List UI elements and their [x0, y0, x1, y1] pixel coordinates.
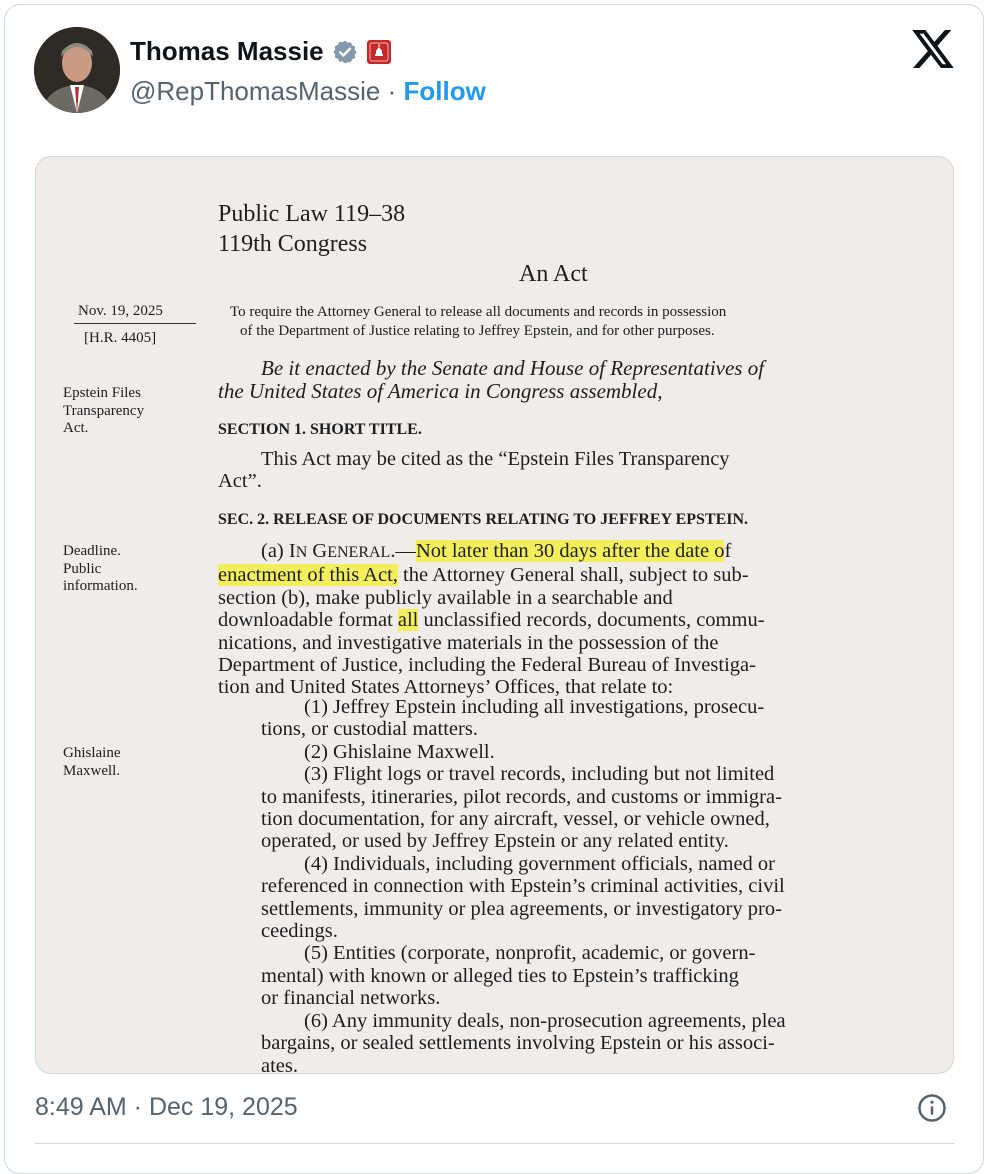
text-run: f: [724, 540, 732, 562]
margin-note-line: Deadline.: [63, 543, 121, 559]
author-name-row[interactable]: [130, 36, 392, 67]
government-affiliation-icon: [366, 39, 392, 65]
paragraph-list: [261, 696, 786, 1074]
em-dash: .—: [390, 540, 416, 562]
paragraph-5-line: (5) Entities (corporate, nonprofit, academic, or govern-: [304, 942, 756, 965]
tweet-timestamp[interactable]: 8:49 AM · Dec 19, 2025: [35, 1093, 298, 1121]
paragraph-5-line: mental) with known or alleged ties to Epstein’s trafficking: [261, 964, 739, 987]
paragraph-6-line: ates.: [261, 1054, 298, 1074]
subsection-label: (a) I: [261, 540, 296, 562]
enactment-date: Nov. 19, 2025: [78, 303, 163, 319]
date-rule: [74, 323, 196, 324]
paragraph-4-line: ceedings.: [261, 920, 338, 943]
text-run: unclassified records, documents, commu-: [418, 609, 765, 632]
enacting-clause: [218, 357, 764, 403]
follow-button[interactable]: Follow: [403, 76, 486, 106]
attached-image[interactable]: [35, 156, 954, 1074]
highlight-enactment: enactment of this Act,: [218, 564, 398, 587]
margin-note-short-title: [63, 385, 144, 438]
handle-row: [130, 76, 486, 107]
margin-note-line: Epstein Files: [63, 385, 141, 401]
purpose-clause: [230, 303, 726, 341]
x-logo-icon[interactable]: [912, 30, 954, 68]
enacting-line: the United States of America in Congress assembled,: [218, 379, 663, 403]
paragraph-3-line: (3) Flight logs or travel records, including but not limited: [304, 763, 775, 786]
divider: [35, 1143, 954, 1144]
paragraph-2-line: (2) Ghislaine Maxwell.: [304, 740, 495, 763]
section-1-heading: SECTION 1. SHORT TITLE.: [218, 421, 422, 438]
paragraph-4-line: referenced in connection with Epstein’s criminal activities, civil: [261, 875, 785, 898]
margin-note-line: Ghislaine: [63, 745, 121, 761]
body-line: Department of Justice, including the Federal Bureau of Investiga-: [218, 654, 756, 677]
paragraph-3-line: to manifests, itineraries, pilot records, and customs or immigra-: [261, 785, 782, 808]
section-1-text: [218, 448, 730, 493]
section-2a-text: [218, 540, 765, 699]
margin-note-line: Maxwell.: [63, 762, 121, 779]
text-run: the Attorney General shall, subject to sub-: [397, 564, 749, 587]
paragraph-1-line: (1) Jeffrey Epstein including all investigations, prosecu-: [304, 696, 765, 718]
body-line: tion and United States Attorneys’ Offices, that relate to:: [218, 676, 674, 699]
body-line: section (b), make publicly available in a searchable and: [218, 586, 673, 609]
paragraph-1-line: tions, or custodial matters.: [261, 718, 478, 741]
avatar-photo-icon: [34, 27, 120, 113]
margin-note-line: Public: [63, 560, 102, 577]
body-line: Act”.: [218, 470, 262, 493]
purpose-line: of the Department of Justice relating to Jeffrey Epstein, and for other purposes.: [240, 323, 715, 339]
paragraph-6-line: bargains, or sealed settlements involving Epstein or his associ-: [261, 1032, 775, 1055]
margin-note-line: Act.: [63, 420, 89, 436]
avatar[interactable]: [34, 27, 120, 113]
body-line: [218, 564, 765, 586]
margin-note-line: information.: [63, 578, 138, 594]
verified-badge-icon: [332, 39, 358, 65]
paragraph-5-line: or financial networks.: [261, 987, 441, 1010]
paragraph-3-line: operated, or used by Jeffrey Epstein or any related entity.: [261, 830, 729, 853]
purpose-line: To require the Attorney General to release all documents and records in possession: [230, 304, 727, 320]
small-caps: N: [295, 544, 308, 561]
congress-number: 119th Congress: [218, 231, 368, 257]
highlight-deadline: Not later than 30 days after the date o: [415, 540, 725, 562]
body-line: This Act may be cited as the “Epstein Files Transparency: [261, 448, 730, 470]
highlight-all: all: [397, 609, 419, 632]
enacting-line: Be it enacted by the Senate and House of Representatives of: [261, 356, 765, 380]
author-name[interactable]: Thomas Massie: [130, 36, 324, 66]
paragraph-6-line: (6) Any immunity deals, non-prosecution agreements, plea: [304, 1009, 786, 1032]
small-caps-lead: G: [307, 540, 328, 562]
margin-note-line: Transparency: [63, 402, 145, 419]
text-run: downloadable format: [218, 609, 398, 632]
section-2-heading: SEC. 2. RELEASE OF DOCUMENTS RELATING TO JEFFREY EPSTEIN.: [218, 511, 749, 528]
separator-dot: ·: [380, 76, 404, 106]
bill-number: [H.R. 4405]: [84, 330, 157, 346]
body-line: nications, and investigative materials in the possession of the: [218, 631, 719, 654]
paragraph-3-line: tion documentation, for any aircraft, vessel, or vehicle owned,: [261, 808, 770, 831]
body-line: [218, 609, 765, 631]
body-line: [218, 540, 765, 564]
small-caps: ENERAL: [327, 544, 391, 561]
margin-note-maxwell: [63, 745, 121, 780]
info-icon[interactable]: [917, 1093, 947, 1123]
law-number: Public Law 119–38: [218, 201, 406, 227]
paragraph-4-line: settlements, immunity or plea agreements, or investigatory pro-: [261, 897, 782, 920]
act-heading: An Act: [519, 261, 588, 287]
paragraph-4-line: (4) Individuals, including government officials, named or: [304, 852, 776, 875]
margin-note-deadline: [63, 543, 138, 596]
author-handle[interactable]: @RepThomasMassie: [130, 76, 381, 106]
